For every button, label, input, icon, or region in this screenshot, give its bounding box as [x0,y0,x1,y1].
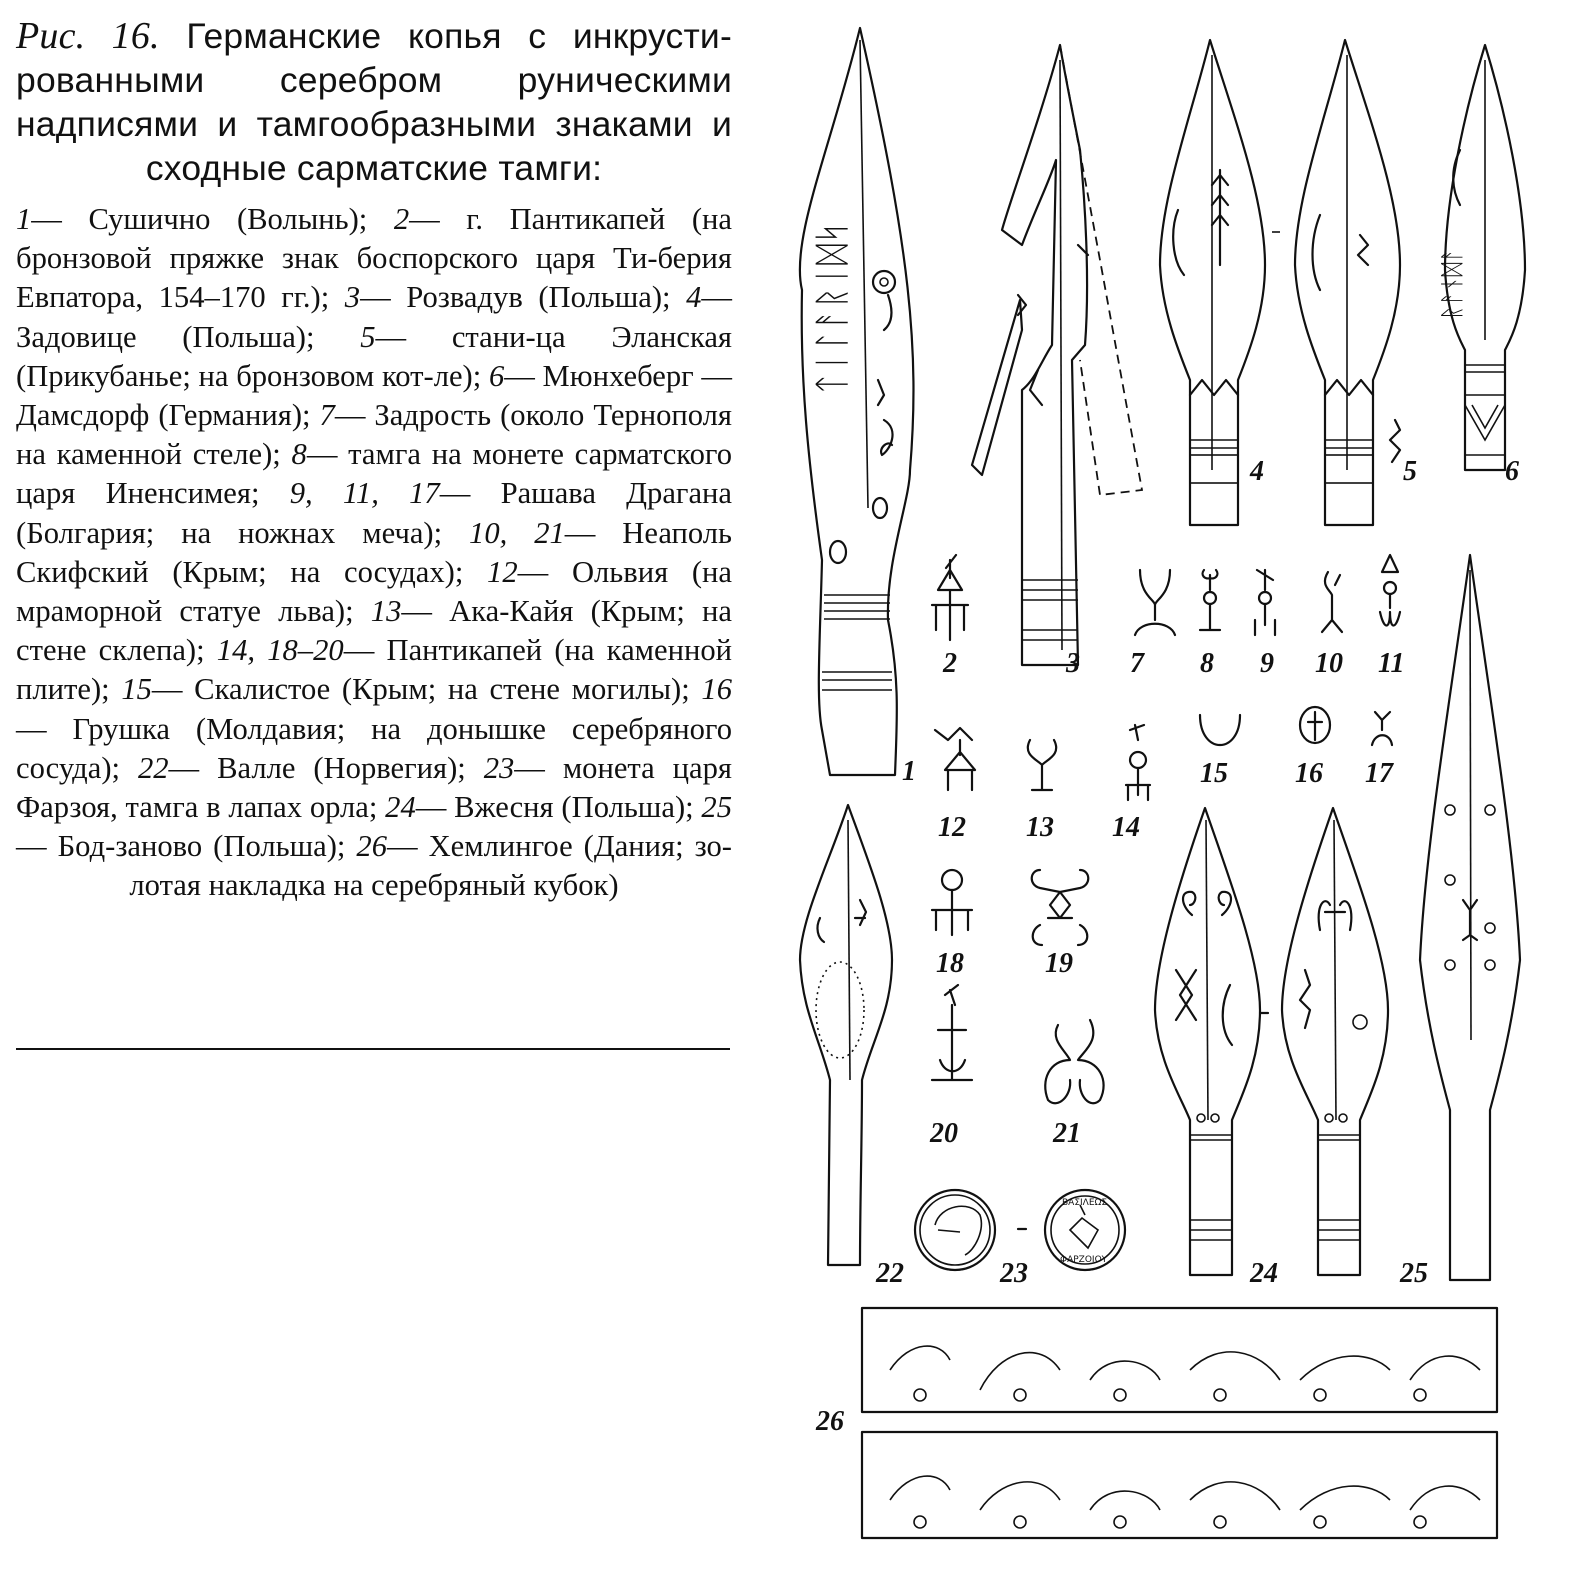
legend-item-text: — г. Пантикапей (на бронзовой пряжке знак боспорского царя Ти-берия Евпатора, 154–170 гг.); [16,202,732,315]
label-15: 15 [1200,758,1228,789]
label-16: 16 [1295,758,1323,789]
legend-item-number: 13 [370,594,402,629]
label-21: 21 [1053,1118,1081,1149]
gold-plaque-26 [862,1308,1497,1538]
legend-item-number: 23 [483,750,515,785]
figure-caption [16,14,732,906]
caption-divider [16,1048,730,1050]
label-25: 25 [1400,1258,1428,1289]
label-22: 22 [876,1258,904,1289]
legend-item-text: — Мюнхеберг — Дамсдорф (Германия); [16,358,732,433]
label-23: 23 [1000,1258,1028,1289]
tamgas-row-1 [932,555,1400,640]
legend-item-number: 24 [385,790,416,825]
legend-item-text: — Грушка (Молдавия; на донышке серебряного сосуда); [16,711,732,785]
label-17: 17 [1365,758,1393,789]
legend-item-text: — Задовице (Польша); [16,280,732,354]
label-5: 5 [1403,456,1417,487]
spear-6-runes: ᚱᚨᚾᛞᚨ [1438,248,1466,320]
legend-item-number: 10, 21 [469,515,565,550]
legend-item-text: — Розвадув (Польша); [360,280,687,315]
label-1: 1 [902,756,916,787]
spearhead-6 [1438,45,1525,470]
label-4: 4 [1250,456,1264,487]
legend-item-number: 25 [701,790,733,825]
label-11: 11 [1378,648,1405,679]
legend-item-number: 7 [319,398,335,433]
legend-item-number: 15 [121,672,152,707]
label-2: 2 [943,648,957,679]
label-8: 8 [1200,648,1214,679]
legend-item-number: 3 [344,280,361,315]
legend-item-text: — Хемлингое (Дания; зо-лотая накладка на серебряный кубок) [129,829,732,903]
figure-plate [760,0,1560,1591]
legend-item-text: — Ольвия (на мраморной статуе льва); [16,554,732,629]
caption-title-text: Германские копья с инкрусти-рованными серебром руническими надписями и тамгообразными знаками и сходные сарматские тамги: [16,16,732,188]
figure-number-labels [815,456,1519,1437]
legend-item-number: 2 [393,202,410,236]
legend-item-number: 12 [487,554,518,589]
legend-item-text: — Сушично (Волынь); [31,202,394,236]
coin-legend-top: ΒΑΣΙΛΕΩΣ [1062,1198,1108,1208]
legend-item-text: — Задрость (около Тернополя на каменной стеле); [16,398,732,472]
label-10: 10 [1315,648,1343,679]
legend-item-text: — Валле (Норвегия); [168,750,484,785]
legend-item-text: — Рашава Драгана (Болгария; на ножнах меча); [16,476,732,550]
label-20: 20 [930,1118,958,1149]
legend-item-number: 16 [701,672,732,707]
tamgas-row-2 [935,707,1392,800]
legend-item-text: — Неаполь Скифский (Крым; на сосудах); [16,515,732,589]
legend-item-number: 6 [488,358,505,393]
legend-item-text: — стани-ца Эланская (Прикубанье; на бронзовом кот-ле); [16,319,732,393]
legend-item-text: — Вжесня (Польша); [415,790,702,825]
tamga-5 [1390,420,1400,462]
label-18: 18 [936,948,964,979]
spearhead-1 [800,28,914,775]
spearhead-22 [800,805,892,1265]
label-7: 7 [1130,648,1144,679]
label-6: 6 [1505,456,1519,487]
legend-item-number: 4 [686,280,702,315]
spearhead-25 [1420,555,1520,1280]
legend-item-number: 8 [291,437,307,472]
label-3: 3 [1066,648,1080,679]
label-26: 26 [816,1406,844,1437]
coin-legend-bottom: ΦΑΡΖΟΙΟΥ [1060,1255,1108,1265]
legend-item-text: — Скалистое (Крым; на стене могилы); [151,672,702,707]
caption-title [16,14,732,190]
legend-item-text: — тамга на монете сарматского царя Иненсимея; [16,437,732,511]
spearhead-24-pair [1155,808,1388,1275]
legend-item-number: 9, 11, 17 [289,476,440,511]
tamgas-row-3 [932,870,1104,1103]
label-24: 24 [1250,1258,1278,1289]
legend-item-number: 14, 18–20 [216,633,344,668]
label-19: 19 [1045,948,1073,979]
legend-item-number: 5 [360,319,376,354]
legend-item-number: 22 [137,750,169,785]
legend-item-text: — монета царя Фарзоя, тамга в лапах орла; [16,750,732,825]
label-13: 13 [1026,812,1054,843]
figure-label: Рис. 16. [16,15,160,57]
label-9: 9 [1260,648,1274,679]
label-14: 14 [1112,812,1140,843]
legend-item-number: 26 [356,829,387,864]
spearhead-3 [972,45,1142,665]
label-12: 12 [938,812,966,843]
legend-item-text: — Пантикапей (на каменной плите); [16,633,733,707]
legend-item-text: — Ака-Кайя (Крым; на стене склепа); [16,594,732,668]
spearhead-4-pair [1160,40,1400,525]
caption-legend [16,200,732,906]
legend-item-text: — Бод-заново (Польша); [16,829,357,864]
spear-1-runes: ᛏᛁᛚᚨᚱᛁᛞᛋ [812,222,853,395]
legend-item-number: 1 [16,202,32,236]
